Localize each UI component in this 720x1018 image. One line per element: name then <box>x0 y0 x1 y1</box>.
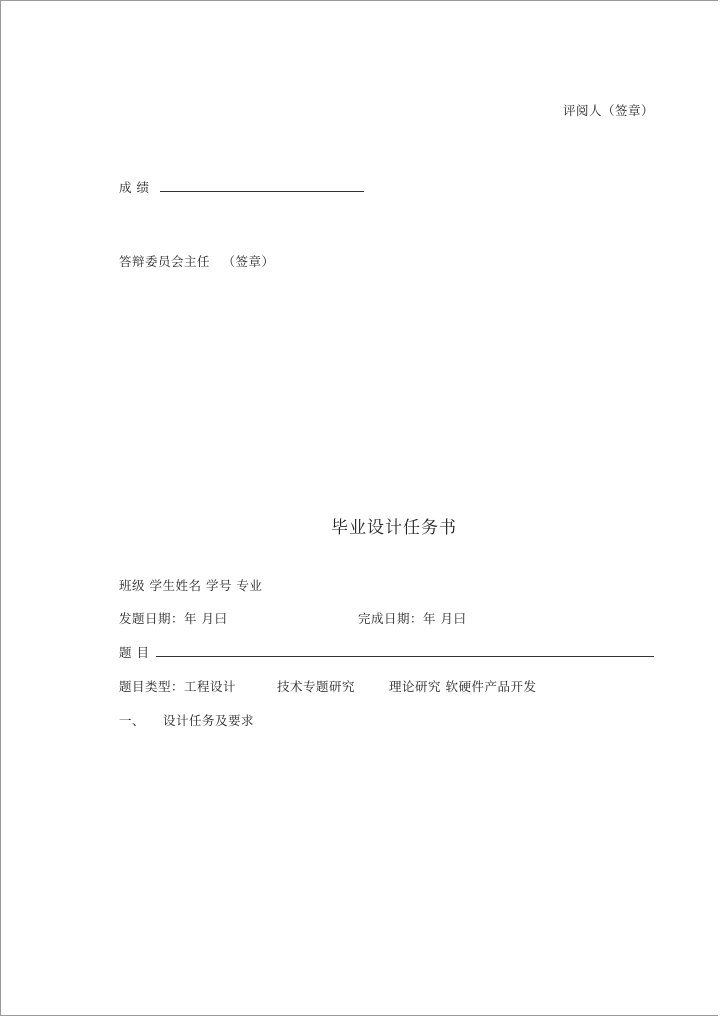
section-1-title: 设计任务及要求 <box>163 713 255 728</box>
reviewer-signature: 评阅人（签章） <box>563 103 655 118</box>
topic-blank <box>156 646 654 657</box>
committee-chair-row <box>119 252 275 270</box>
topic-label: 题 目 <box>119 645 150 660</box>
topic-row <box>119 643 654 661</box>
topic-type-option-2: 技术专题研究 <box>277 679 356 694</box>
student-info-line: 班级 学生姓名 学号 专业 <box>119 578 263 593</box>
task-book-title: 毕业设计任务书 <box>331 518 457 538</box>
topic-type-option-3: 理论研究 软硬件产品开发 <box>389 679 537 694</box>
score-blank <box>160 181 364 192</box>
score-row <box>119 178 364 196</box>
section-1-number: 一、 <box>119 713 146 728</box>
score-label: 成 绩 <box>119 180 150 195</box>
committee-chair-seal: （签章） <box>222 254 275 269</box>
completion-date: 完成日期：年 月曰 <box>358 611 467 626</box>
issue-date: 发题日期：年 月曰 <box>119 611 228 626</box>
topic-type-label: 题目类型：工程设计 <box>119 679 237 694</box>
committee-chair-label: 答辩委员会主任 <box>119 254 211 269</box>
